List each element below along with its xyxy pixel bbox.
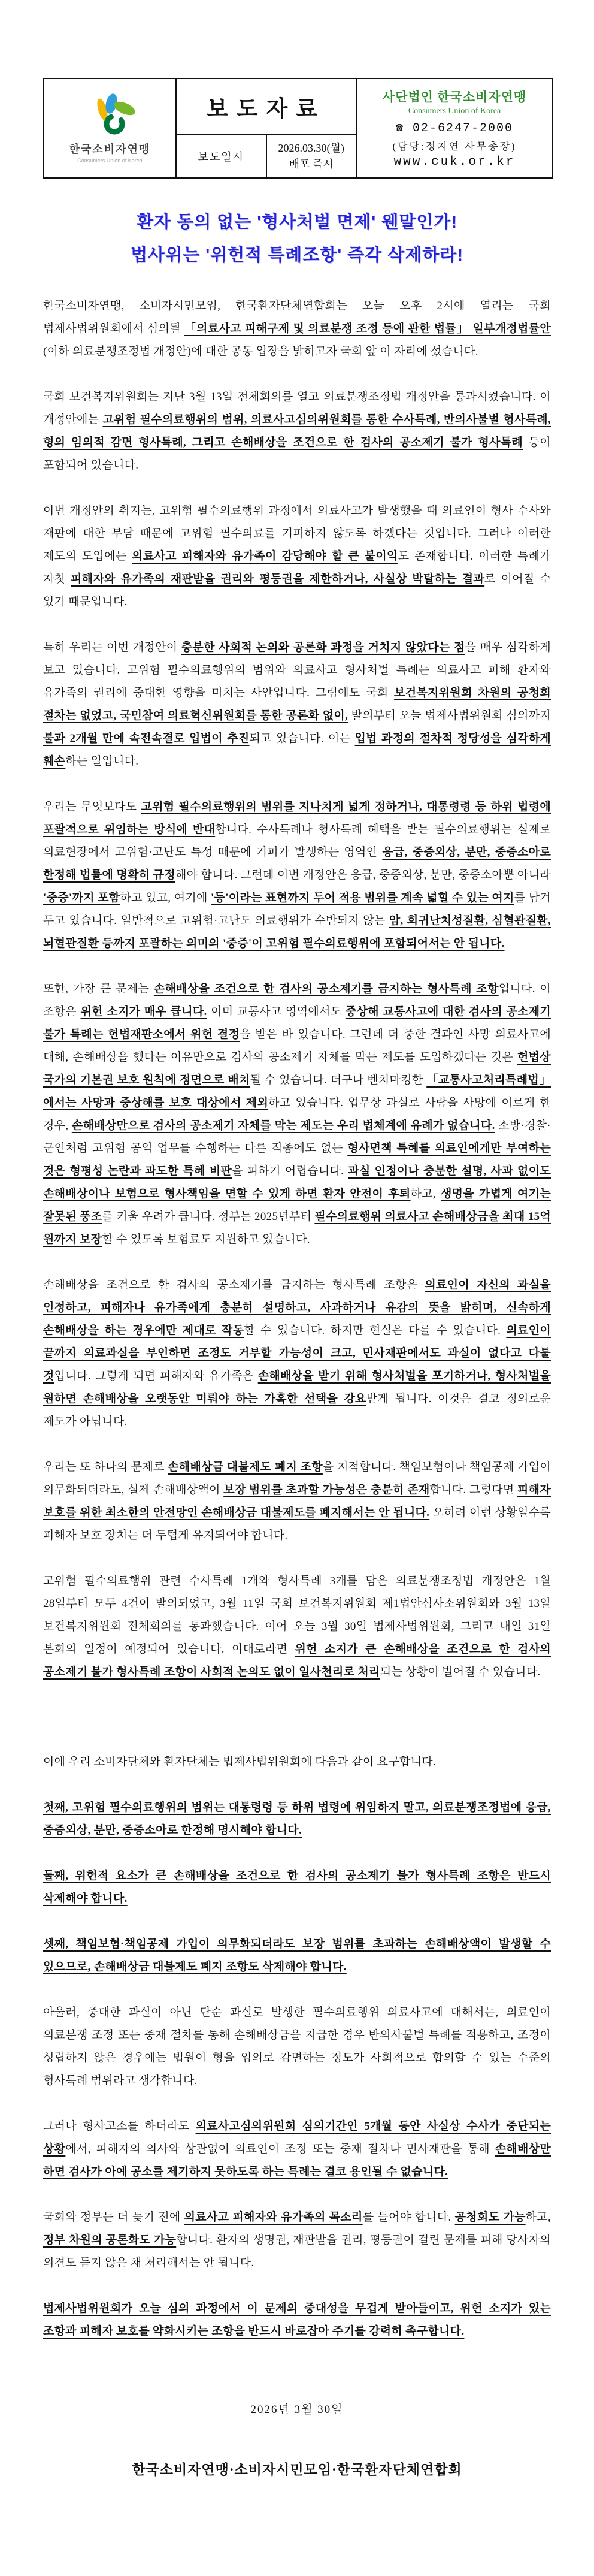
emphasized-text-run: '중증'까지 포함 — [43, 892, 120, 905]
org-full-name: 사단법인 한국소비자연맹 — [382, 90, 527, 104]
emphasized-text-run: 손해배상만으로 검사의 공소제기 자체를 막는 제도는 우리 법체계에 유례가 없습니다. — [71, 1119, 495, 1133]
emphasized-text-run: 보건복지위원회 차원의 공청회 절차는 없었고, 국민참여 의료혁신위원회를 통한 공론화 없이, — [43, 687, 551, 723]
text-run: 오히려 이런 상황일수록 피해자 보호 장치는 더 두텁게 유지되어야 합니다. — [43, 1506, 551, 1542]
body-paragraph — [43, 978, 551, 1251]
emphasized-text-run: 둘째, 위헌적 요소가 큰 손해배상을 조건으로 한 검사의 공소제기 불가 형사특례 조항은 반드시 삭제해야 합니다. — [43, 1870, 551, 1905]
emphasized-text-run: 피해자와 유가족의 재판받을 권리와 평등권을 제한하거나, 사실상 박탈하는 결과 — [71, 573, 485, 586]
text-run: 하고, — [410, 1188, 441, 1201]
body-paragraph — [43, 1274, 551, 1433]
org-contact: (담당:정지연 사무총장) — [392, 141, 517, 152]
text-run: 고위험 필수의료행위 관련 수사특례 1개와 형사특례 3개를 담은 의료분쟁조정법 개정안은 1월 28일부터 모두 4건이 발의되었고, 3월 11일 국회 보건복지위원회 제1법안심사소위원회와 3월 13일 보건복지위원회 전체회의를 통과했습니다. 이어 오늘 3월 30일 법제사법위원회, 그리고 내일 31일 본회의 일정이 예정되어 있습니다. 이대로라면 — [43, 1575, 551, 1656]
release-value — [266, 135, 357, 178]
headline — [43, 206, 551, 272]
text-run: 이번 개정안의 취지는, 고위험 필수의료행위 과정에서 의료사고가 발생했을 때 의료인이 형사 수사와 재판에 대한 부담 때문에 고위험 필수의료를 기피하지 않도록 하겠다는 것입니다. 그러나 이러한 제도의 도입에는 — [43, 505, 551, 563]
body-paragraph — [43, 1865, 551, 1910]
text-run: 합니다. 그렇다면 — [429, 1484, 518, 1497]
emphasized-text-run: 첫째, 고위험 필수의료행위의 범위는 대통령령 등 하위 법령에 위임하지 말고, 의료분쟁조정법에 응급, 중증외상, 분만, 중증소아로 한정해 명시해야 합니다. — [43, 1801, 551, 1837]
body-paragraph — [43, 636, 551, 773]
text-run: 우리는 무엇보다도 — [43, 801, 141, 814]
emphasized-text-run: 손해배상을 조건으로 한 검사의 공소제기를 금지하는 형사특례 조항 — [153, 983, 499, 996]
emphasized-text-run: 의료인이 자신의 과실을 인정하고, 피해자나 유가족에게 충분히 설명하고, 사과하거나 유감의 뜻을 밝히며, 신속하게 손해배상을 하는 경우에만 제대로 작동 — [43, 1279, 551, 1337]
emphasized-text-run: 형사면책 특혜를 의료인에게만 부여하는 것은 형평성 논란과 과도한 특혜 비판 — [43, 1142, 551, 1178]
emphasized-text-run: 손해배상만 하면 검사가 아예 공소를 제기하지 못하도록 하는 특례는 결코 용인될 수 없습니다. — [43, 2143, 551, 2179]
text-run: 할 수 있도록 보험료도 지원하고 있습니다. — [102, 1233, 310, 1246]
document-body — [43, 295, 551, 2343]
text-run: 될 수 있습니다. 더구나 벤치마킹한 — [250, 1074, 427, 1087]
body-paragraph — [43, 1570, 551, 1684]
doc-type-title: 보도자료 — [176, 78, 356, 135]
emphasized-text-run: 과실 인정이나 충분한 설명, 사과 없이도 손해배상이나 보험으로 형사책임을 면할 수 있게 하면 환자 안전이 후퇴 — [43, 1165, 551, 1201]
logo-org-name-en: Consumers Union of Korea — [77, 158, 143, 164]
emphasized-text-run: 보장 범위를 초과할 가능성은 충분히 존재 — [223, 1484, 430, 1497]
body-paragraph — [43, 1751, 551, 1774]
text-run: 입니다. 그렇게 되면 피해자와 유가족은 — [54, 1370, 258, 1383]
logo-org-name: 한국소비자연맹 — [69, 143, 151, 155]
text-run: 도 존재합니다. 이러한 특례가 자칫 — [43, 550, 551, 586]
text-run: 을 매우 심각하게 보고 있습니다. 고위험 필수의료행위의 범위와 의료사고 형사처벌 특례는 의료사고 피해 환자와 유가족의 권리에 중대한 영향을 미치는 사안입니다. 그럼에도 국회 — [43, 641, 551, 700]
text-run: (이하 의료분쟁조정법 개정안)에 대한 공동 입장을 밝히고자 국회 앞 이 자리에 섰습니다. — [43, 345, 478, 358]
emphasized-text-run: 의료사고심의위원회 심의기간인 5개월 동안 사실상 수사가 중단되는 상황 — [43, 2120, 551, 2156]
emphasized-text-run: 암, 희귀난치성질환, 심혈관질환, 뇌혈관질환 등까지 포괄하는 의미의 '중증'이 고위험 필수의료행위에 포함되어서는 안 됩니다. — [43, 914, 551, 950]
org-name-en: Consumers Union of Korea — [408, 107, 501, 116]
body-paragraph — [43, 2115, 551, 2184]
text-run: 또한, 가장 큰 문제는 — [43, 983, 154, 996]
text-run: 국회와 정부는 더 늦기 전에 — [43, 2211, 184, 2224]
emphasized-text-run: 의료사고 피해자와 유가족의 목소리 — [184, 2211, 363, 2224]
text-run: 이에 우리 소비자단체와 환자단체는 법제사법위원회에 다음과 같이 요구합니다. — [43, 1756, 436, 1769]
emphasized-text-run: 필수의료행위 의료사고 손해배상금을 최대 15억 원까지 보장 — [43, 1210, 551, 1246]
emphasized-text-run: 공청회도 가능 — [454, 2211, 526, 2224]
body-paragraph — [43, 295, 551, 363]
text-run: 하고 있고, 여기에 — [120, 892, 211, 905]
text-run: 합니다. 환자의 생명권, 재판받을 권리, 평등권이 걸린 문제를 피해 당사자의 의견도 듣지 않은 채 처리해서는 안 됩니다. — [43, 2234, 551, 2270]
emphasized-text-run: 의료인이 끝까지 의료과실을 부인하면 조정도 거부할 가능성이 크고, 민사재판에서도 과실이 없다고 다툴 것 — [43, 1324, 551, 1383]
body-paragraph — [43, 1933, 551, 1979]
emphasized-text-run: 「의료사고 피해구제 및 의료분쟁 조정 등에 관한 법률」 일부개정법률안 — [184, 322, 551, 336]
body-paragraph — [43, 1456, 551, 1547]
text-run: 발의부터 오늘 법제사법위원회 심의까지 — [348, 709, 551, 723]
header-table — [43, 78, 553, 179]
emphasized-text-run: 중상해 교통사고에 대한 검사의 공소제기 불가 특례는 헌법재판소에서 위헌 결정 — [43, 1005, 551, 1041]
text-run: 한국소비자연맹, 소비자시민모임, 한국환자단체연합회는 오늘 오후 2시에 열리는 국회 법제사법위원회에서 심의될 — [43, 300, 551, 336]
org-info-cell — [356, 78, 553, 178]
text-run: 그러나 형사고소를 하더라도 — [43, 2120, 196, 2133]
text-run: 하는 일입니다. — [65, 755, 139, 768]
body-paragraph — [43, 386, 551, 477]
text-run: 을 받은 바 있습니다. 그런데 더 중한 결과인 사망 의료사고에 대해, 손해배상을 했다는 이유만으로 검사의 공소제기 자체를 막는 제도를 도입하겠다는 것은 — [43, 1028, 551, 1064]
emphasized-text-run: 고위험 필수의료행위의 범위를 지나치게 넓게 정하거나, 대통령령 등 하위 법령에 포괄적으로 위임하는 방식에 반대 — [43, 801, 551, 836]
org-phone — [359, 120, 550, 135]
release-label: 보도일시 — [176, 135, 266, 178]
text-run: 이미 교통사고 영역에서도 — [207, 1005, 346, 1019]
emphasized-text-run: 손해배상금 대불제도 폐지 조항 — [168, 1461, 323, 1474]
phone-number: 02-6247-2000 — [413, 122, 514, 135]
text-run: 하고 있습니다. 업무상 과실로 사람을 사망에 이르게 한 경우, — [43, 1097, 551, 1133]
emphasized-text-run: 의료사고 피해자와 유가족이 감당해야 할 큰 불이익 — [132, 550, 398, 563]
text-run: 을 피하기 어렵습니다. — [232, 1165, 348, 1178]
text-run: 되는 상황이 벌어질 수 있습니다. — [380, 1666, 541, 1679]
emphasized-text-run: 생명을 가볍게 여기는 잘못된 풍조 — [43, 1188, 551, 1224]
text-run: 특히 우리는 이번 개정안이 — [43, 641, 181, 654]
body-paragraph — [43, 2297, 551, 2343]
cuk-logo-icon — [74, 93, 146, 140]
text-run: 아울러, 중대한 과실이 아닌 단순 과실로 발생한 필수의료행위 의료사고에 대해서는, 의료인이 의료분쟁 조정 또는 중재 절차를 통해 손해배상금을 지급한 경우 반의사불벌 특례를 적용하고, 조정이 성립하지 않은 경우에는 법원이 형을 임의로 감면하는 정도가 사회적으로 합의할 수 있는 수준의 형사특례 범위라고 생각합니다. — [43, 2006, 551, 2088]
body-paragraph — [43, 2206, 551, 2275]
text-run: 합니다. 수사특례나 형사특례 혜택을 받는 필수의료행위는 실제로 의료현장에서 고위험·고난도 특성 때문에 기피가 발생하는 영역인 — [43, 823, 551, 859]
headline-line2: 법사위는 '위헌적 특례조항' 즉각 삭제하라! — [131, 246, 463, 265]
body-paragraph — [43, 796, 551, 955]
date-line: 2026년 3월 30일 — [250, 2403, 344, 2417]
text-run: 소방·경찰·군인처럼 고위험 공익 업무를 수행하는 다른 직종에도 없는 — [43, 1119, 551, 1155]
release-time: 배포 즉시 — [289, 158, 334, 170]
body-paragraph — [43, 500, 551, 614]
emphasized-text-run: 위헌 소지가 매우 큽니다. — [80, 1005, 207, 1019]
emphasized-text-run: 피해자 보호를 위한 최소한의 안전망인 손해배상금 대불제도를 폐지해서는 안 됩니다. — [43, 1484, 551, 1520]
emphasized-text-run: 정부 차원의 공론화도 가능 — [43, 2234, 177, 2247]
emphasized-text-run: 헌법상 국가의 기본권 보호 원칙에 정면으로 배치 — [43, 1051, 551, 1087]
text-run: 로 이어질 수 있기 때문입니다. — [43, 573, 551, 609]
text-run: 되고 있습니다. 이는 — [249, 732, 355, 745]
text-run: 를 들어야 합니다. — [362, 2211, 455, 2224]
text-run: 입니다. 이 조항은 — [43, 983, 551, 1019]
text-run: 국회 보건복지위원회는 지난 3월 13일 전체회의를 열고 의료분쟁조정법 개정안을 통과시켰습니다. 이 개정안에는 — [43, 391, 551, 427]
phone-icon: ☎ — [395, 122, 404, 135]
emphasized-text-run: 위헌 소지가 큰 손해배상을 조건으로 한 검사의 공소제기 불가 형사특례 조항이 사회적 논의도 없이 일사천리로 처리 — [43, 1643, 551, 1679]
body-paragraph — [43, 2001, 551, 2092]
text-run: 우리는 또 하나의 문제로 — [43, 1461, 168, 1474]
logo-cell — [44, 78, 176, 178]
signature-line: 한국소비자연맹·소비자시민모임·한국환자단체연합회 — [132, 2462, 462, 2478]
emphasized-text-run: 손해배상을 받기 위해 형사처벌을 포기하거나, 형사처벌을 원하면 손해배상을 오랫동안 미뤄야 하는 가혹한 선택을 강요 — [43, 1370, 551, 1406]
emphasized-text-run: 고위험 필수의료행위의 범위, 의료사고심의위원회를 통한 수사특례, 반의사불벌 형사특례, 형의 임의적 감면 형사특례, 그리고 손해배상을 조건으로 한 검사의 공소제기 불가 형사특례 — [43, 413, 551, 449]
text-run: 해야 합니다. 그런데 이번 개정안은 응급, 중증외상, 분만, 중증소아뿐 아니라 — [175, 869, 551, 882]
text-run: 에서, 피해자의 의사와 상관없이 의료인이 조정 또는 중재 절차나 민사재판을 통해 — [65, 2143, 495, 2156]
text-run: 등이 포함되어 있습니다. — [43, 436, 551, 472]
emphasized-text-run: 응급, 중증외상, 분만, 중증소아로 한정해 법률에 명확히 규정 — [43, 846, 551, 882]
org-website: www.cuk.or.kr — [393, 155, 516, 169]
text-run: 를 남겨 두고 있습니다. 일반적으로 고위험·고난도 의료행위가 수반되지 않는 — [43, 892, 551, 928]
text-run: 손해배상을 조건으로 한 검사의 공소제기를 금지하는 형사특례 조항은 — [43, 1279, 425, 1292]
text-run: 를 키울 우려가 큽니다. 정부는 2025년부터 — [102, 1210, 315, 1224]
text-run: 할 수 있습니다. 하지만 현실은 다를 수 있습니다. — [244, 1324, 507, 1337]
cuk-logo — [47, 93, 173, 164]
emphasized-text-run: 입법 과정의 절차적 정당성을 심각하게 훼손 — [43, 732, 551, 768]
text-run: 을 지적합니다. 책임보험이나 책임공제 가입이 의무화되더라도, 실제 손해배상액이 — [43, 1461, 551, 1497]
emphasized-text-run: 불과 2개월 만에 속전속결로 입법이 추진 — [43, 732, 250, 745]
emphasized-text-run: 「교통사고처리특례법」에서는 사망과 중상해를 보호 대상에서 제외 — [43, 1074, 551, 1110]
release-date: 2026.03.30(월) — [278, 142, 344, 154]
headline-line1: 환자 동의 없는 '형사처벌 면제' 웬말인가! — [137, 213, 457, 232]
emphasized-text-run: 법제사법위원회가 오늘 심의 과정에서 이 문제의 중대성을 무겁게 받아들이고, 위헌 소지가 있는 조항과 피해자 보호를 약화시키는 조항을 반드시 바로잡아 주기를 강력히 촉구합니다. — [43, 2302, 551, 2338]
text-run: 받게 됩니다. 이것은 결코 정의로운 제도가 아닙니다. — [43, 1393, 551, 1429]
emphasized-text-run: 충분한 사회적 논의와 공론화 과정을 거치지 않았다는 점 — [181, 641, 465, 654]
emphasized-text-run: '등'이라는 표현까지 두어 적용 범위를 계속 넓힐 수 있는 여지 — [211, 892, 514, 905]
emphasized-text-run: 셋째, 책임보험·책임공제 가입이 의무화되더라도 보장 범위를 초과하는 손해배상액이 발생할 수 있으므로, 손해배상금 대불제도 폐지 조항도 삭제해야 합니다. — [43, 1938, 551, 1974]
body-paragraph — [43, 1796, 551, 1842]
text-run: 하고, — [525, 2211, 551, 2224]
